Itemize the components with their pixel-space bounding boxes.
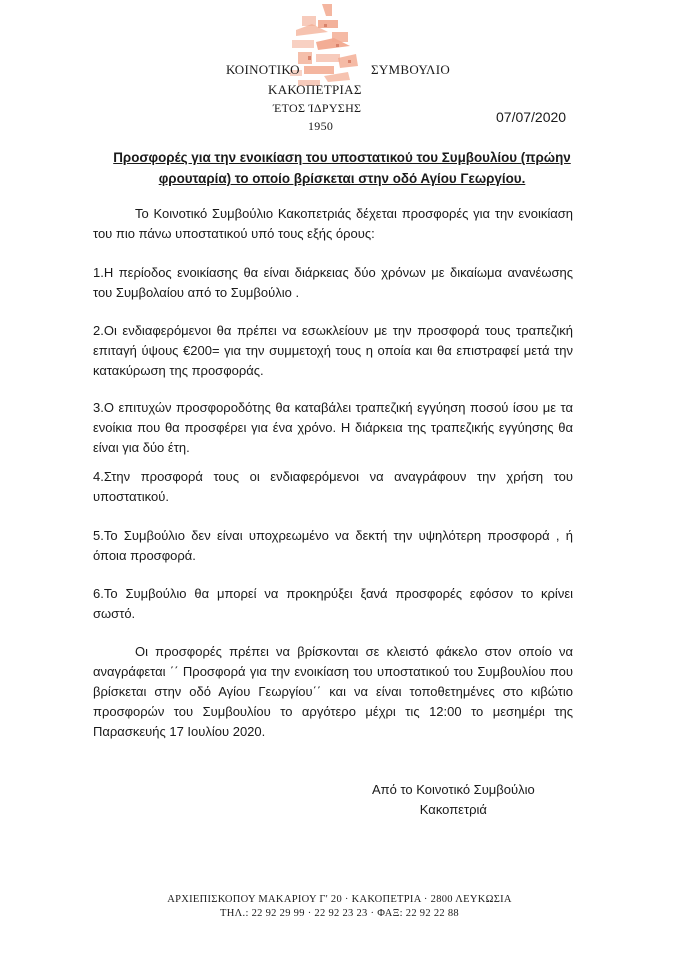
signature-line-2: Κακοπετριά	[419, 802, 487, 817]
intro-paragraph: Το Κοινοτικό Συμβούλιο Κακοπετριάς δέχεται προσφορές για την ενοικίαση του πιο πάνω υποστατικού υπό τους εξής όρους:	[93, 206, 573, 241]
title-line-1: Προσφορές για την ενοικίαση του υποστατικού του Συμβουλίου (πρώην	[113, 150, 571, 165]
village-houses-logo-icon	[288, 2, 362, 92]
letterhead-community: ΚΑΚΟΠΕΤΡΙΑΣ	[268, 82, 362, 97]
closing-paragraph: Οι προσφορές πρέπει να βρίσκονται σε κλειστό φάκελο στον οποίο να αναγράφεται ΄΄ Προσφορά για την ενοικίαση του υποστατικού του Συμβουλίου που βρίσκεται στην οδό Αγίου Γεωργίου΄΄ και να είναι τοποθετημένες στο κιβώτιο προσφορών του Συμβουλίου το αργότερο μέχρι τις 12:00 το μεσημέρι της Παρασκευής 17 Ιουλίου 2020.	[93, 644, 573, 739]
footer-phones: ΤΗΛ.: 22 92 29 99 · 22 92 23 23 · ΦΑΞ: 22 92 22 88	[220, 908, 459, 919]
term-3: 3.Ο επιτυχών προσφοροδότης θα καταβάλει τραπεζική εγγύηση ποσού ίσου με τα ενοίκια που θα προσφέρει για ένα χρόνο. Η διάρκεια της τραπεζικής εγγύησης θα είναι για δύο έτη.	[93, 400, 573, 455]
footer	[0, 893, 679, 921]
term-4: 4.Στην προσφορά τους οι ενδιαφερόμενοι να αναγράφουν την χρήση του υποστατικού.	[93, 469, 573, 504]
letterhead-title-right: ΣΥΜΒΟΥΛΙΟ	[371, 62, 451, 77]
term-2: 2.Οι ενδιαφερόμενοι θα πρέπει να εσωκλείουν με την προσφορά τους τραπεζική επιταγή ύψους €200= για την συμμετοχή τους η οποία και θα επιστραφεί μετά την κατακύρωση της προσφοράς.	[93, 323, 573, 378]
term-1: 1.Η περίοδος ενοικίασης θα είναι διάρκειας δύο χρόνων με δικαίωμα ανανέωσης του Συμβολαίου από το Συμβούλιο .	[93, 265, 573, 300]
signature-line-1: Από το Κοινοτικό Συμβούλιο	[372, 782, 535, 797]
signature-block	[372, 780, 535, 820]
letterhead-title-left: ΚΟΙΝΟΤΙΚΟ	[226, 62, 300, 77]
term-5: 5.Το Συμβούλιο δεν είναι υποχρεωμένο να δεκτή την υψηλότερη προσφορά , ή όποια προσφορά.	[93, 528, 573, 563]
document-title	[94, 147, 590, 189]
document-date: 07/07/2020	[496, 109, 567, 125]
letterhead-founded-year: 1950	[308, 119, 334, 133]
term-6: 6.Το Συμβούλιο θα μπορεί να προκηρύξει ξανά προσφορές εφόσον το κρίνει σωστό.	[93, 586, 573, 621]
footer-address: ΑΡΧΙΕΠΙΣΚΟΠΟΥ ΜΑΚΑΡΙΟΥ Γ' 20 · ΚΑΚΟΠΕΤΡΙΑ · 2800 ΛΕΥΚΩΣΙΑ	[167, 894, 512, 905]
letterhead-founded-label: ΈΤΟΣ ΊΔΡΥΣΗΣ	[273, 101, 362, 115]
title-line-2: φρουταρία) το οποίο βρίσκεται στην οδό Αγίου Γεωργίου.	[158, 171, 526, 186]
